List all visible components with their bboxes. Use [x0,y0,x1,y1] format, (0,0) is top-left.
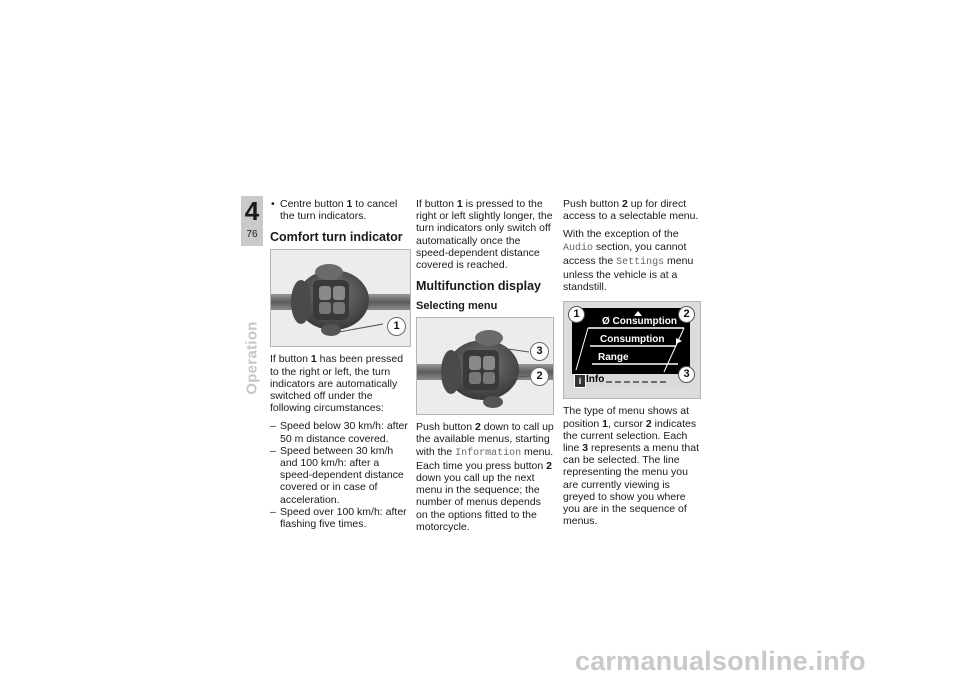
display-line-avg-consumption: Ø Consumption [602,316,677,328]
watermark: carmanualsonline.info [575,646,866,676]
column-2 [416,198,554,539]
callout-3: 3 [530,342,549,361]
chapter-number: 4 [244,196,260,226]
display-line-consumption: Consumption [600,334,665,346]
display-info-label: Info [586,374,605,386]
subheading-selecting-menu: Selecting menu [416,300,498,313]
condition-item: – Speed between 30 km/h and 100 km/h: after a speed-dependent distance covered or in case of acceleration. [270,445,412,506]
multifunction-display [572,308,690,386]
section-label-text: Operation [243,321,261,395]
callout-1: 1 [568,306,585,323]
info-icon: i [574,374,586,388]
column-1 [270,198,412,530]
callout-2: 2 [530,367,549,386]
handlebar-switch-photo-2 [416,317,554,415]
chapter-tab [241,196,263,246]
paragraph-push-down: Push button 2 down to call up the available menus, starting with the Information menu. Each time you press button 2 down you call up the next menu in the sequence; the number of menus depends on the options fitted to the motorcycle. [416,421,554,533]
heading-comfort-turn-indicator: Comfort turn indicator [270,230,403,245]
callout-2: 2 [678,306,695,323]
callout-1: 1 [387,317,406,336]
display-illustration [563,301,701,399]
paragraph-push-up: Push button 2 up for direct access to a selectable menu. [563,198,699,223]
bullet-centre-button: • Centre button 1 to cancel the turn indicators. [270,198,412,222]
display-line-range: Range [598,352,629,364]
heading-multifunction-display: Multifunction display [416,279,541,294]
section-label [240,318,264,398]
column-3 [563,198,701,533]
paragraph-menu-explanation: The type of menu shows at position 1, cursor 2 indicates the current selection. Each line 3 represents a menu that can be selected. The line representing the menu you are currently viewing is greyed to show you where you are in the sequence of menus. [563,405,700,528]
paragraph-longer-press: If button 1 is pressed to the right or left slightly longer, the turn indicators only switch off automatically once the speed-dependent distance covered is reached. [416,198,553,272]
callout-3: 3 [678,366,695,383]
condition-item: – Speed below 30 km/h: after 50 m distance covered. [270,420,412,444]
page-number: 76 [246,229,258,240]
handlebar-switch-illustration [417,318,553,414]
condition-item: – Speed over 100 km/h: after flashing five times. [270,506,412,530]
paragraph-settings-access: With the exception of the Audio section, you cannot access the Settings menu unless the vehicle is at a standstill. [563,228,694,294]
handlebar-switch-photo-1 [270,249,411,347]
paragraph-comfort-conditions: If button 1 has been pressed to the right or left, the turn indicators are automatically switched off under the following circumstances: [270,353,404,415]
